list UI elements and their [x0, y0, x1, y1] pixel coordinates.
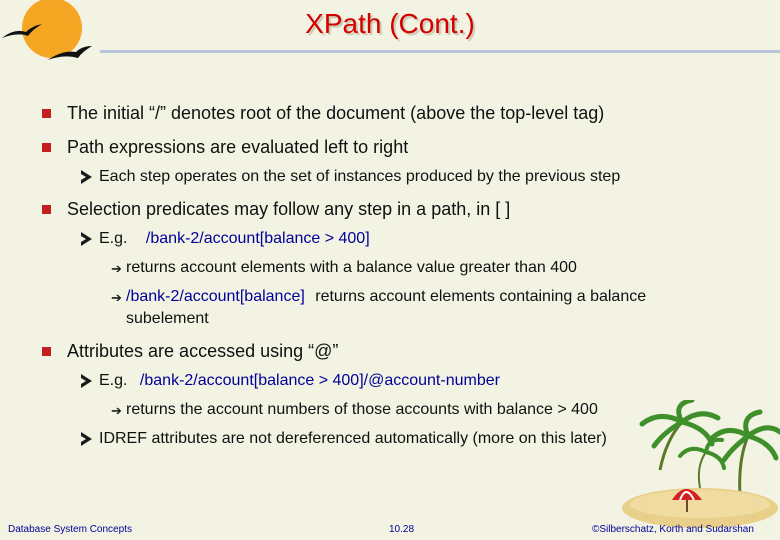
subsub-bullet-returns-accounts: returns account elements with a balance value greater than 400	[126, 259, 577, 276]
arrow-bullet-icon	[81, 432, 92, 446]
arrow-bullet-icon	[81, 170, 92, 184]
arrow-right-icon: ➔	[111, 403, 122, 418]
arrow-right-icon: ➔	[111, 261, 122, 276]
square-bullet-icon	[42, 347, 51, 356]
arrow-bullet-icon	[81, 374, 92, 388]
bullet-root-slash: The initial “/” denotes root of the document (above the top-level tag)	[67, 103, 605, 123]
square-bullet-icon	[42, 109, 51, 118]
square-bullet-icon	[42, 143, 51, 152]
example-path: /bank-2/account[balance]	[126, 288, 305, 305]
subsub-bullet-balance-subelement: /bank-2/account[balance] returns account elements containing a balance	[126, 288, 647, 305]
palm-island-icon	[620, 400, 780, 540]
sub-bullet-each-step: Each step operates on the set of instances produced by the previous step	[99, 168, 621, 185]
footer-page-number: 10.28	[389, 524, 415, 535]
sub-bullet-example-attribute	[99, 372, 500, 390]
footer-copyright: ©Silberschatz, Korth and Sudarshan	[592, 524, 754, 535]
bullet-selection-predicates: Selection predicates may follow any step in a path, in [ ]	[67, 199, 511, 219]
title-divider	[100, 50, 780, 53]
footer-book-title: Database System Concepts	[8, 524, 132, 535]
arrow-right-icon: ➔	[111, 290, 122, 305]
example-prefix: E.g.	[99, 230, 128, 247]
bullet-left-to-right: Path expressions are evaluated left to right	[67, 137, 409, 157]
sub-bullet-idref: IDREF attributes are not dereferenced automatically (more on this later)	[99, 430, 607, 447]
subsub-bullet-continuation: subelement	[126, 310, 209, 327]
example-path: /bank-2/account[balance > 400]	[145, 230, 370, 247]
example-prefix: E.g.	[99, 372, 128, 389]
square-bullet-icon	[42, 205, 51, 214]
example-path: /bank-2/account[balance > 400]/@account-number	[139, 372, 500, 389]
subsub-bullet-account-numbers: returns the account numbers of those accounts with balance > 400	[126, 401, 598, 418]
slide-title: XPath (Cont.)	[305, 8, 475, 39]
sub-bullet-example-predicate	[99, 230, 370, 248]
arrow-bullet-icon	[81, 232, 92, 246]
bullet-attributes: Attributes are accessed using “@”	[67, 341, 339, 361]
